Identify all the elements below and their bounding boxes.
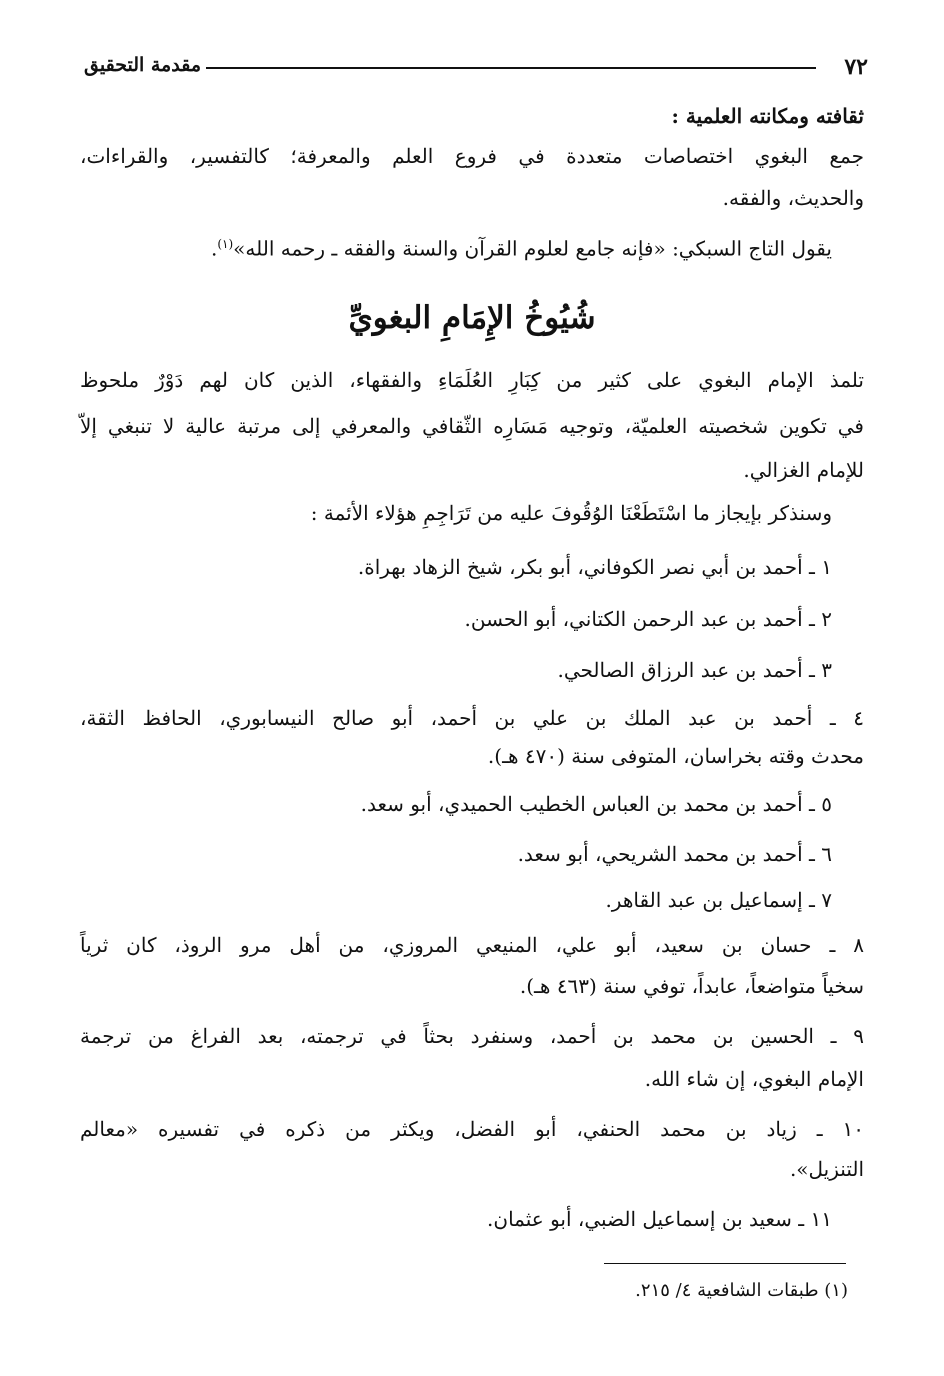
teacher-4-cont: محدث وقته بخراسان، المتوفى سنة (٤٧٠ هـ). — [487, 744, 864, 768]
sobki-quote-line — [211, 229, 832, 264]
teacher-8: ٨ ـ حسان بن سعيد، أبو علي، المنيعي المروزي، من أهل مرو الروذ، كان ثرياً — [80, 933, 864, 957]
culture-para-line: جمع البغوي اختصاصات متعددة في فروع العلم والمعرفة؛ كالتفسير، والقراءات، — [80, 144, 864, 168]
teacher-9: ٩ ـ الحسين بن محمد بن أحمد، وسنفرد بحثاً في ترجمته، بعد الفراغ من ترجمة — [80, 1024, 864, 1048]
intro-line: تلمذ الإمام البغوي على كثير من كِبَارِ العُلَمَاءِ والفقهاء، الذين كان لهم دَوْرٌ ملحوظ — [80, 368, 864, 392]
teacher-6: ٦ ـ أحمد بن محمد الشريحي، أبو سعد. — [517, 842, 832, 866]
footnote — [635, 1280, 848, 1301]
footnote-rule — [604, 1263, 846, 1264]
teacher-3: ٣ ـ أحمد بن عبد الرزاق الصالحي. — [557, 658, 832, 682]
teacher-10-cont: التنزيل». — [789, 1157, 864, 1181]
lead-line: وسنذكر بإيجاز ما اسْتَطَعْنَا الوُقُوفَ عليه من تَرَاجِمِ هؤلاء الأئمة : — [310, 501, 832, 525]
section-title: شُيُوخُ الإِمَامِ البغويِّ — [348, 300, 596, 336]
intro-line: للإمام الغزالي. — [743, 458, 864, 482]
teacher-11: ١١ ـ سعيد بن إسماعيل الضبي، أبو عثمان. — [487, 1207, 832, 1231]
footnote-text: طبقات الشافعية ٤/ ٢١٥. — [635, 1280, 819, 1301]
intro-line: في تكوين شخصيته العلميّة، وتوجيه مَسَارِه الثّقافي والمعرفي إلى مرتبة عالية لا تنبغي إلاّ — [80, 414, 864, 438]
page-number: ٧٢ — [844, 54, 868, 80]
teacher-2: ٢ ـ أحمد بن عبد الرحمن الكتاني، أبو الحسن. — [464, 607, 832, 631]
running-title: مقدمة التحقيق — [84, 54, 201, 76]
header-rule — [206, 67, 816, 69]
quote-footnote-marker: (١) — [217, 237, 234, 251]
footnote-marker: (١) — [824, 1280, 848, 1301]
culture-heading: ثقافته ومكانته العلمية : — [671, 104, 864, 128]
teacher-7: ٧ ـ إسماعيل بن عبد القاهر. — [605, 888, 832, 912]
culture-para-line: والحديث، والفقه. — [722, 186, 864, 210]
page-header — [84, 50, 868, 90]
quote-period: . — [210, 236, 218, 261]
teacher-4: ٤ ـ أحمد بن عبد الملك بن علي بن أحمد، أبو صالح النيسابوري، الحافظ الثقة، — [80, 706, 864, 730]
sobki-quote: يقول التاج السبكي: «فإنه جامع لعلوم القرآن والسنة والفقه ـ رحمه الله» — [233, 236, 832, 261]
teacher-9-cont: الإمام البغوي، إن شاء الله. — [644, 1067, 864, 1091]
teacher-10: ١٠ ـ زياد بن محمد الحنفي، أبو الفضل، ويكثر من ذكره في تفسيره «معالم — [80, 1117, 864, 1141]
teacher-8-cont: سخياً متواضعاً، عابداً، توفي سنة (٤٦٣ هـ). — [519, 974, 864, 998]
teacher-1: ١ ـ أحمد بن أبي نصر الكوفاني، أبو بكر، شيخ الزهاد بهراة. — [357, 555, 832, 579]
teacher-5: ٥ ـ أحمد بن محمد بن العباس الخطيب الحميدي، أبو سعد. — [360, 792, 832, 816]
